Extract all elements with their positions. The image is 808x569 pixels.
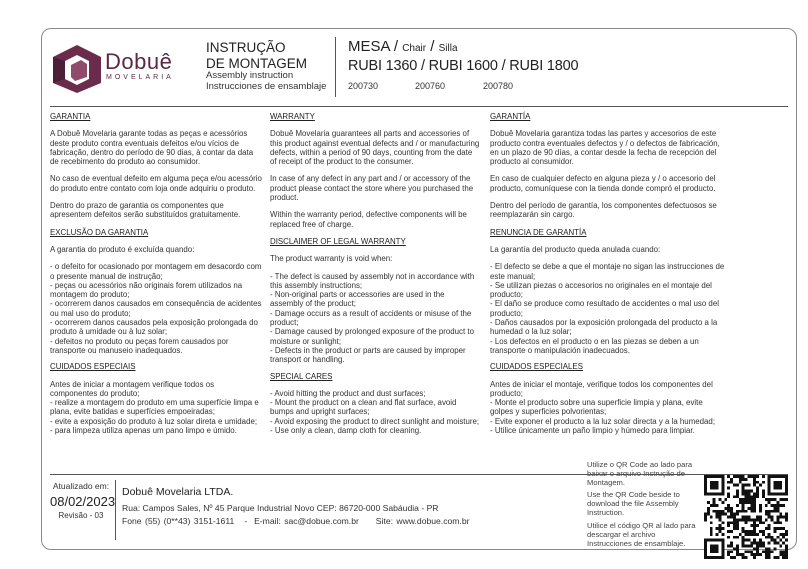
paragraph: Dentro do prazo de garantia os componentes que apresentem defeitos serão substituídos gratuitamente. [50, 201, 241, 220]
column-portuguese [50, 112, 262, 435]
list-item: - Damage occurs as a result of accidents or misuse of the product; [270, 308, 472, 328]
company-name: Dobuê Movelaria LTDA. [122, 486, 234, 498]
paragraph: Antes de iniciar a montagem verifique todos os componentes do produto; [50, 379, 215, 398]
section-title: DISCLAIMER OF LEGAL WARRANTY [270, 236, 406, 246]
list-item: - evite a exposição do produto à luz solar direta e umidade; [50, 416, 258, 426]
paragraph: No caso de eventual defeito em alguma peça e/ou acessório do produto entre contato com loja onde adquiriu o produto. [50, 174, 262, 193]
paragraph: En caso de cualquier defecto en alguna pieza y / o accesorio del producto, comuníquese con la tienda donde compró el producto. [490, 174, 716, 193]
product-code: 200780 [483, 81, 514, 91]
section-title: CUIDADOS ESPECIAIS [50, 362, 136, 372]
brand-subtitle: MOVELARIA [106, 74, 174, 81]
instruction-title-block [206, 41, 326, 91]
list-item: - Avoid exposing the product to direct sunlight and moisture; [270, 416, 480, 426]
section-title: GARANTÍA [490, 112, 531, 121]
section-title: CUIDADOS ESPECIALES [490, 362, 583, 372]
list-item: - ocorrerem danos causados pela exposição prolongada do produto à umidade ou à luz solar; [50, 318, 258, 337]
paragraph: La garantía del producto queda anulada cuando: [490, 244, 661, 254]
list-item: - Utilice únicamente un paño limpio y húmedo para limpiar. [490, 426, 695, 436]
product-name-es: Silla [438, 43, 458, 54]
list-item: - Damage caused by prolonged exposure of the product to moisture or sunlight; [270, 327, 474, 346]
qr-note-en: Use the QR Code beside to download the file Assembly Instruction. [587, 490, 680, 517]
paragraph: In case of any defect in any part and / or accessory of the product please contact the store where you purchased the product. [270, 174, 474, 203]
product-name-pt: MESA [348, 38, 390, 55]
paragraph: Dobuê Movelaria garantiza todas las partes y accesorios de este producto contra eventuales defectos y / o defectos de fabricación, en un plazo de 90 días, a contar desde la fecha de recepción del producto al consumidor. [490, 129, 720, 167]
section-title: EXCLUSÃO DA GARANTIA [50, 227, 149, 237]
section-title: GARANTIA [50, 112, 91, 121]
product-code: 200760 [415, 81, 446, 91]
section-title: RENUNCIA DE GARANTÍA [490, 227, 587, 237]
paragraph: The product warranty is void when: [270, 254, 393, 264]
list-item: - Se utilizan piezas o accesorios no originales en el montaje del producto; [490, 280, 712, 300]
update-info [50, 481, 116, 520]
company-contact: Fone (55) (0**43) 3151-1611 - E-mail: sac@dobue.com.br Site: www.dobue.com.br [122, 516, 470, 526]
paragraph: Within the warranty period, defective components will be replaced free of charge. [270, 210, 467, 229]
revision: Revisão - 03 [58, 511, 104, 520]
header-divider [335, 37, 336, 97]
list-item: - para limpeza utiliza apenas um pano limpo e úmido. [50, 426, 237, 436]
instruction-title-en: Assembly instruction [206, 70, 294, 81]
list-item: - o defeito for ocasionado por montagem em desacordo com o presente manual de instrução; [50, 262, 262, 281]
list-item: - Avoid hitting the product and dust surfaces; [270, 388, 426, 398]
instruction-title-es: Instrucciones de ensamblaje [206, 80, 327, 92]
document-page [41, 28, 797, 550]
paragraph: A garantia do produto é excluída quando: [50, 244, 195, 254]
instruction-title-line1: INSTRUÇÃO [206, 40, 286, 55]
product-title-block [348, 38, 578, 74]
updated-date: 08/02/2023 [50, 494, 116, 509]
section-title: WARRANTY [270, 112, 315, 121]
brand-name: Dobuê [105, 49, 173, 74]
list-item: - The defect is caused by assembly not in accordance with this assembly instructions; [270, 271, 475, 290]
list-item: - Use only a clean, damp cloth for cleaning. [270, 426, 422, 436]
list-item: - Monte el producto sobre una superficie limpia y plana, evite golpes y superficies polvorientas; [490, 398, 703, 417]
list-item: - Defects in the product or parts are caused by improper transport or handling. [270, 345, 466, 365]
header-rule [50, 106, 788, 107]
list-item: - Mount the product on a clean and flat surface, avoid bumps and upright surfaces; [270, 398, 457, 417]
column-spanish [490, 112, 728, 435]
column-english [270, 112, 480, 435]
list-item: - Daños causados por la exposición prolongada del producto a la humedad o la luz solar; [490, 318, 718, 337]
footer-divider [115, 480, 116, 540]
qr-note-pt: Utilize o QR Code ao lado para baixar o arquivo Instrução de Montagem. [587, 460, 693, 487]
paragraph: A Dobuê Movelaria garante todas as peças e acessórios deste produto contra eventuais defeitos e/ou vícios de fabricação, dentro do período de 90 dias, à contar da data de recebimento do produto ao consumidor. [50, 129, 254, 167]
company-address: Rua: Campos Sales, Nº 45 Parque Industrial Novo CEP: 86720-000 Sabáudia - PR [122, 503, 439, 513]
list-item: - realize a montagem do produto em uma superfície limpa e plana, evite batidas e superfícies empoeiradas; [50, 398, 259, 417]
paragraph: Antes de iniciar el montaje, verifique todos los componentes del producto; [490, 379, 713, 398]
product-name-en: Chair [402, 43, 427, 54]
paragraph: Dobuê Movelaria guarantees all parts and accessories of this product against eventual defects and / or manufacturing defects, within a period of 90 days, counting from the date of receipt of the product to the consumer. [270, 129, 480, 167]
paragraph: Dentro del período de garantía, los componentes defectuosos se reemplazarán sin cargo. [490, 201, 717, 220]
list-item: - Los defectos en el producto o en las piezas se deben a un transporte o manipulación inadecuados. [490, 336, 699, 355]
list-item: - El daño se produce como resultado de accidentes o mal uso del producto; [490, 299, 719, 318]
list-item: - Non-original parts or accessories are used in the assembly of the product; [270, 290, 445, 309]
website-link[interactable]: Site: www.dobue.com.br [375, 516, 470, 526]
product-code: 200730 [348, 81, 379, 91]
list-item: - peças ou acessórios não originais forem utilizados na montagem do produto; [50, 280, 243, 300]
qr-note-es: Utilice el código QR al lado para descargar el archivo Instrucciones de ensamblaje. [587, 521, 696, 548]
header [42, 29, 796, 104]
product-name: MESA / Chair / Silla [348, 38, 458, 55]
list-item: - El defecto se debe a que el montaje no sigan las instrucciones de este manual; [490, 262, 725, 281]
list-item: - ocorrerem danos causados em consequência de acidentes ou mal uso do produto; [50, 299, 262, 318]
email-link[interactable]: E-mail: sac@dobue.com.br [254, 516, 359, 526]
section-title: SPECIAL CARES [270, 371, 333, 381]
instruction-title-line2: DE MONTAGEM [206, 55, 307, 71]
list-item: - defeitos no produto ou peças forem causados por transporte ou manuseio inadequados. [50, 336, 229, 355]
list-item: - Evite exponer el producto a la luz solar directa y a la humedad; [490, 416, 716, 426]
phone: Fone (55) (0**43) 3151-1611 [122, 516, 235, 526]
qr-code-icon[interactable] [704, 475, 788, 559]
product-models: RUBI 1360 / RUBI 1600 / RUBI 1800 [348, 58, 579, 74]
updated-label: Atualizado em: [52, 481, 110, 491]
